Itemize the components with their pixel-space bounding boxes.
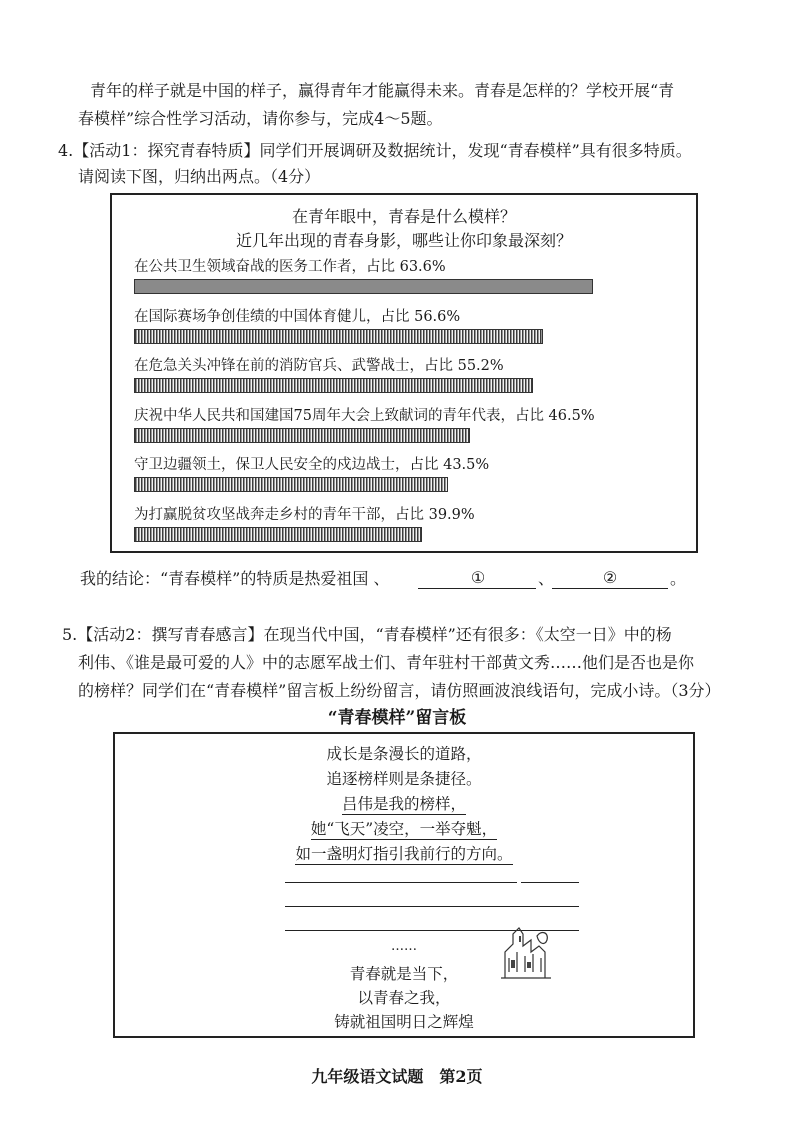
poem-line-4-wavy: 她“飞天”凌空，一举夺魁，	[310, 820, 498, 838]
page-footer: 九年级语文试题 第2页	[311, 1067, 483, 1086]
answer-blank-1-marker: ①	[470, 568, 486, 587]
poem-line-8: 铸就祖国明日之辉煌	[334, 1013, 474, 1031]
poem-line-5-wavy: 如一盏明灯指引我前行的方向。	[295, 845, 513, 863]
message-board	[113, 732, 695, 1038]
chart-bar-2	[134, 329, 543, 344]
chart-bar-6	[134, 527, 422, 542]
poem-line-1: 成长是条漫长的道路，	[326, 745, 482, 763]
write-line-1a[interactable]	[285, 882, 517, 883]
sketch-illustration-icon	[499, 922, 557, 982]
chart-bar-1	[134, 279, 593, 294]
poem-line-7: 以青春之我，	[357, 989, 451, 1007]
chart-bar-label-2: 在国际赛场争创佳绩的中国体育健儿，占比 56.6%	[134, 308, 461, 325]
poem-ellipsis: ……	[391, 939, 417, 954]
poem-line-2: 追逐榜样则是条捷径。	[326, 770, 482, 788]
chart-bar-5	[134, 477, 448, 492]
conclusion-end: 。	[670, 569, 687, 588]
write-line-1b[interactable]	[521, 882, 579, 883]
conclusion-prefix: 我的结论：“青春模样”的特质是热爱祖国 、	[80, 569, 390, 588]
chart-subtitle: 近几年出现的青春身影，哪些让你印象最深刻？	[235, 231, 572, 250]
survey-chart	[110, 193, 698, 553]
question-5-line-2: 利伟、《谁是最可爱的人》中的志愿军战士们、青年驻村干部黄文秀……他们是否也是你	[78, 653, 695, 672]
question-5-line-3: 的榜样？同学们在“青春模样”留言板上纷纷留言，请仿照画波浪线语句，完成小诗。（3分）	[78, 681, 721, 700]
poem-line-3-wavy: 吕伟是我的榜样，	[341, 795, 466, 813]
conclusion-separator: 、	[538, 569, 555, 588]
chart-bar-label-5: 守卫边疆领土，保卫人民安全的戍边战士，占比 43.5%	[134, 457, 490, 473]
chart-bar-4	[134, 428, 470, 443]
chart-bar-label-3: 在危急关头冲锋在前的消防官兵、武警战士，占比 55.2%	[134, 358, 504, 374]
write-line-2[interactable]	[285, 906, 579, 907]
intro-line-1: 青年的样子就是中国的样子，赢得青年才能赢得未来。青春是怎样的？学校开展“青	[90, 81, 675, 100]
chart-bar-label-4: 庆祝中华人民共和国建国75周年大会上致献词的青年代表，占比 46.5%	[134, 407, 595, 424]
chart-bar-label-6: 为打赢脱贫攻坚战奔走乡村的青年干部，占比 39.9%	[134, 506, 475, 523]
answer-blank-2-marker: ②	[602, 568, 618, 587]
question-5-line-1: 5.【活动2：撰写青春感言】在现当代中国，“青春模样”还有很多：《太空一日》中的杨	[62, 625, 672, 644]
question-4-line-1: 4.【活动1：探究青春特质】同学们开展调研及数据统计，发现“青春模样”具有很多特质。	[58, 141, 692, 160]
chart-bar-3	[134, 378, 533, 393]
chart-title: 在青年眼中，青春是什么模样？	[291, 207, 516, 226]
poem-line-6: 青春就是当下，	[349, 965, 459, 983]
intro-line-2: 春模样”综合性学习活动，请你参与，完成4～5题。	[78, 109, 443, 128]
chart-bar-label-1: 在公共卫生领域奋战的医务工作者，占比 63.6%	[134, 259, 446, 275]
board-title: “青春模样”留言板	[327, 708, 467, 728]
question-4-line-2: 请阅读下图，归纳出两点。（4分）	[78, 167, 321, 186]
